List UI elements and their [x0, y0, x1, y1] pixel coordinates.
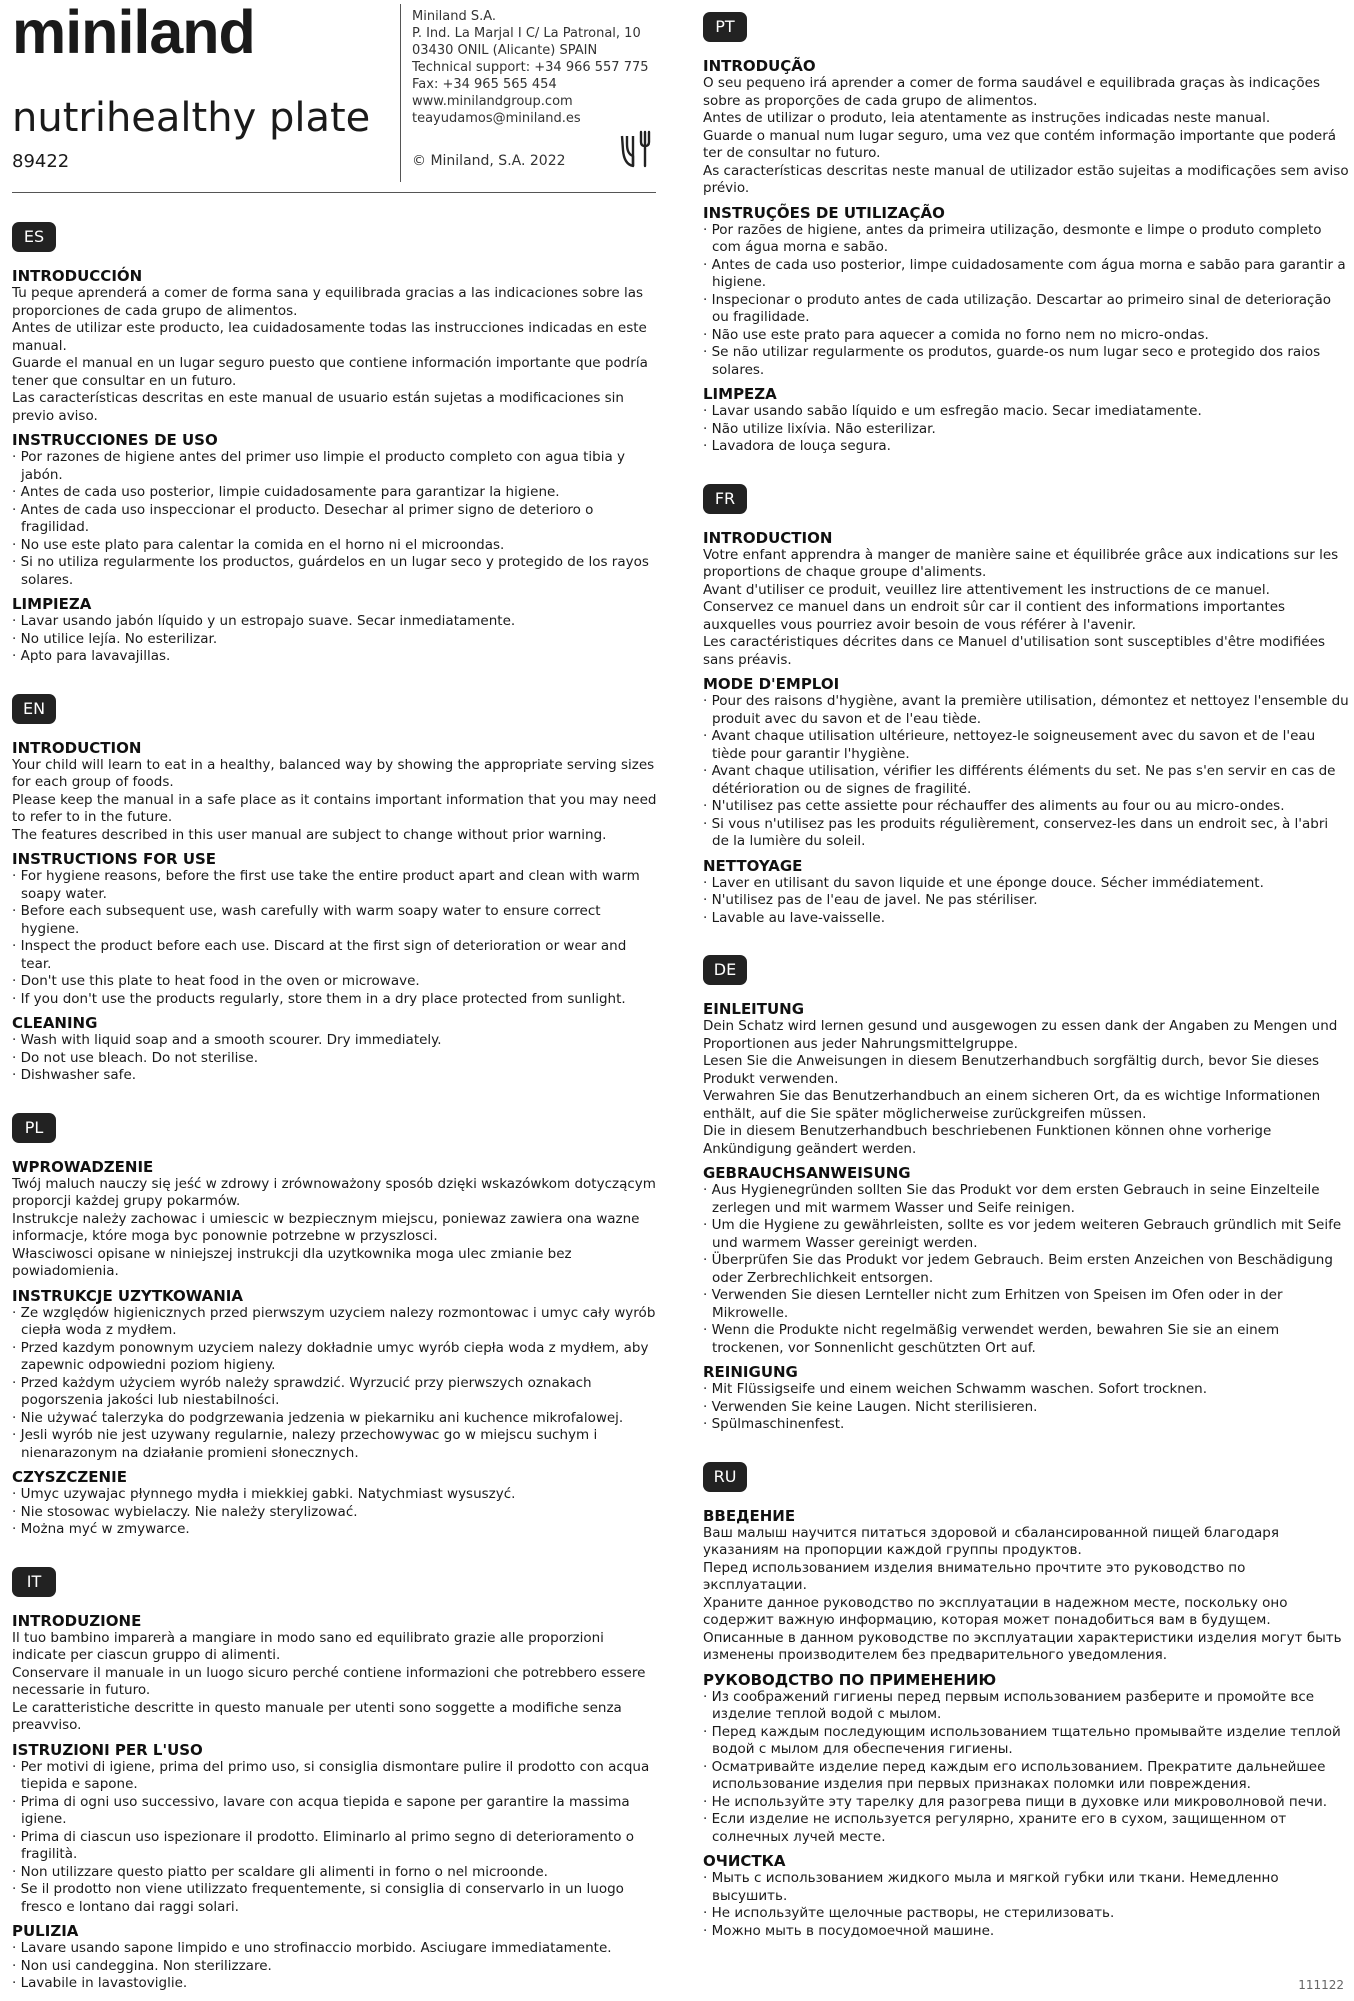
- section-title: INSTRUCCIONES DE USO: [12, 431, 218, 449]
- list-item: · Przed każdym użyciem wyrób należy sprawdzić. Wyrzucić przy pierwszych oznakach pogorszenia jakości lub niestabilności.: [12, 1375, 658, 1410]
- section: [12, 850, 658, 1008]
- list-item: · Если изделие не используется регулярно, храните его в сухом, защищенном от солнечных лучей месте.: [703, 1811, 1349, 1846]
- paragraph: Dein Schatz wird lernen gesund und ausgewogen zu essen dank der Angaben zu Mengen und Proportionen aus jeder Nahrungsmittelgruppe.: [703, 1018, 1338, 1052]
- glass-fork-icon: [619, 126, 655, 170]
- language-badge: ES: [12, 222, 56, 252]
- paragraph: Il tuo bambino imparerà a mangiare in modo sano ed equilibrato grazie alle proporzioni indicate per ciascun gruppo di alimenti.: [12, 1629, 604, 1663]
- paragraph: Храните данное руководство по эксплуатации в надежном месте, поскольку оно содержит важную информацию, которая может понадобиться вам в будущем.: [703, 1594, 1288, 1628]
- language-badge: FR: [703, 484, 747, 514]
- list-item: · Перед каждым последующим использованием тщательно промывайте изделие теплой водой с мылом для обеспечения гигиены.: [703, 1724, 1349, 1759]
- paragraph: As características descritas neste manual de utilizador estão sujeitas a modificações sem aviso prévio.: [703, 162, 1349, 196]
- section-title: GEBRAUCHSANWEISUNG: [703, 1164, 911, 1182]
- list-item: · Por razões de higiene, antes da primeira utilização, desmonte e limpe o produto completo com água morna e sabão.: [703, 222, 1349, 257]
- list-item: · Avant chaque utilisation ultérieure, nettoyez-le soigneusement avec du savon et de l'eau tiède pour garantir l'hygiène.: [703, 728, 1349, 763]
- list-item: · Verwenden Sie keine Laugen. Nicht sterilisieren.: [703, 1399, 1349, 1417]
- section-title: INTRODUCCIÓN: [12, 267, 143, 285]
- section: [12, 267, 658, 425]
- paragraph: Avant d'utiliser ce produit, veuillez lire attentivement les instructions de ce manuel.: [703, 581, 1270, 598]
- list-item: · Из соображений гигиены перед первым использованием разберите и промойте все изделие теплой водой с мылом.: [703, 1689, 1349, 1724]
- section: [12, 1922, 658, 1993]
- paragraph: Twój maluch nauczy się jeść w zdrowy i zrównoważony sposób dzięki wskazówkom dotyczącym proporcji każdej grupy pokarmów.: [12, 1175, 656, 1209]
- list-item: · Prima di ogni uso successivo, lavare con acqua tiepida e sapone per garantire la massima igiene.: [12, 1794, 658, 1829]
- language-block-pt: [703, 12, 1349, 456]
- paragraph: Описанные в данном руководстве по эксплуатации характеристики изделия могут быть изменены производителем без предварительного уведомления.: [703, 1629, 1342, 1663]
- language-block-de: [703, 955, 1349, 1434]
- list-item: · If you don't use the products regularly, store them in a dry place protected from sunlight.: [12, 991, 658, 1009]
- header-divider: [400, 4, 401, 182]
- list-item: · Überprüfen Sie das Produkt vor jedem Gebrauch. Beim ersten Anzeichen von Beschädigung oder Zerbrechlichkeit entsorgen.: [703, 1252, 1349, 1287]
- section: [703, 1507, 1349, 1665]
- section: [703, 1363, 1349, 1434]
- section: [703, 1671, 1349, 1847]
- section: [12, 739, 658, 845]
- list-item: · Lavabile in lavastoviglie.: [12, 1975, 658, 1993]
- paragraph: Własciwosci opisane w niniejszej instrukcji dla uzytkownika moga ulec zmianie bez powiadomienia.: [12, 1245, 572, 1279]
- section: [703, 204, 1349, 380]
- section-title: ISTRUZIONI PER L'USO: [12, 1740, 203, 1759]
- section: [12, 1612, 658, 1735]
- list-item: · Do not use bleach. Do not sterilise.: [12, 1050, 658, 1068]
- section-title: INSTRUÇÕES DE UTILIZAÇÃO: [703, 203, 945, 222]
- paragraph: Guarde el manual en un lugar seguro puesto que contiene información importante que podría tener que consultar en un futuro.: [12, 355, 648, 389]
- section: [12, 431, 658, 589]
- list-item: · Não use este prato para aquecer a comida no forno nem no micro-ondas.: [703, 327, 1349, 345]
- company-line: P. Ind. La Marjal I C/ La Patronal, 10: [412, 26, 641, 41]
- list-item: · Lavar usando sabão líquido e um esfregão macio. Secar imediatamente.: [703, 403, 1349, 421]
- paragraph: O seu pequeno irá aprender a comer de forma saudável e equilibrada graças às indicações sobre as proporções de cada grupo de alimentos.: [703, 75, 1321, 109]
- section-title: WPROWADZENIE: [12, 1157, 154, 1176]
- paragraph: Instrukcje należy zachowac i umiescic w bezpiecznym miejscu, poniewaz zawiera ona wazne informacje, które moga byc ponownie potrzebne w przyszlosci.: [12, 1210, 640, 1244]
- list-item: · Prima di ciascun uso ispezionare il prodotto. Eliminarlo al primo segno di deterioramento o fragilità.: [12, 1829, 658, 1864]
- paragraph: Your child will learn to eat in a healthy, balanced way by showing the appropriate serving sizes for each group of foods.: [12, 756, 655, 790]
- paragraph: The features described in this user manual are subject to change without prior warning.: [12, 826, 607, 843]
- paragraph: Verwahren Sie das Benutzerhandbuch an einem sicheren Ort, da es wichtige Informationen enthält, auf die Sie später möglicherweise zurückgreifen müssen.: [703, 1088, 1321, 1122]
- paragraph: Please keep the manual in a safe place as it contains important information that you may need to refer to in the future.: [12, 791, 657, 825]
- paragraph: Las características descritas en este manual de usuario están sujetas a modificaciones sin previo aviso.: [12, 390, 624, 424]
- document-header: [12, 0, 658, 196]
- list-item: · Spülmaschinenfest.: [703, 1416, 1349, 1434]
- language-block-pl: [12, 1113, 658, 1539]
- list-item: · Antes de cada uso inspeccionar el producto. Desechar al primer signo de deterioro o fragilidad.: [12, 502, 658, 537]
- company-line: Technical support: +34 966 557 775: [412, 60, 649, 75]
- section-title: INTRODUCTION: [703, 528, 833, 547]
- language-block-fr: [703, 484, 1349, 928]
- list-item: · Non utilizzare questo piatto per scaldare gli alimenti in forno o nel microonde.: [12, 1864, 658, 1882]
- header-rule: [12, 192, 656, 193]
- list-item: · N'utilisez pas cette assiette pour réchauffer des aliments au four ou au micro-ondes.: [703, 798, 1349, 816]
- list-item: · Wash with liquid soap and a smooth scourer. Dry immediately.: [12, 1032, 658, 1050]
- language-block-es: [12, 222, 658, 666]
- company-line: 03430 ONIL (Alicante) SPAIN: [412, 43, 598, 58]
- right-languages: [703, 12, 1349, 1940]
- section: [12, 1741, 658, 1917]
- list-item: · Lavable au lave-vaisselle.: [703, 910, 1349, 928]
- paragraph: Le caratteristiche descritte in questo manuale per utenti sono soggette a modifiche senza preavviso.: [12, 1699, 622, 1733]
- list-item: · For hygiene reasons, before the first use take the entire product apart and clean with warm soapy water.: [12, 868, 658, 903]
- language-badge: DE: [703, 955, 747, 985]
- list-item: · Ze względów higienicznych przed pierwszym uzyciem nalezy rozmontowac i umyc cały wyrób ciepła woda z mydłem.: [12, 1305, 658, 1340]
- company-info: [412, 8, 649, 127]
- section: [12, 1014, 658, 1085]
- company-line: www.minilandgroup.com: [412, 94, 573, 109]
- list-item: · Lavare usando sapone limpido e uno strofinaccio morbido. Asciugare immediatamente.: [12, 1940, 658, 1958]
- section-title: CZYSZCZENIE: [12, 1468, 127, 1486]
- list-item: · Antes de cada uso posterior, limpie cuidadosamente para garantizar la higiene.: [12, 484, 658, 502]
- section: [12, 1468, 658, 1539]
- language-badge: EN: [12, 694, 56, 724]
- section-title: INTRODUZIONE: [12, 1611, 142, 1630]
- section-title: PULIZIA: [12, 1922, 79, 1940]
- language-block-ru: [703, 1462, 1349, 1941]
- right-column: [703, 0, 1349, 1940]
- list-item: · Не используйте щелочные растворы, не стерилизовать.: [703, 1905, 1349, 1923]
- section: [703, 1164, 1349, 1357]
- section: [703, 57, 1349, 198]
- paragraph: Перед использованием изделия внимательно прочтите это руководство по эксплуатации.: [703, 1559, 1246, 1593]
- list-item: · Не используйте эту тарелку для разогрева пищи в духовке или микроволновой печи.: [703, 1794, 1349, 1812]
- paragraph: Conservez ce manuel dans un endroit sûr car il contient des informations importantes auxquelles vous pourriez avoir besoin de vous référer à l'avenir.: [703, 599, 1286, 633]
- paragraph: Tu peque aprenderá a comer de forma sana y equilibrada gracias a las indicaciones sobre las proporciones de cada grupo de alimentos.: [12, 285, 644, 319]
- paragraph: Conservare il manuale in un luogo sicuro perché contiene informazioni che potrebbero essere necessarie in futuro.: [12, 1664, 646, 1698]
- list-item: · Można myć w zmywarce.: [12, 1521, 658, 1539]
- list-item: · Lavar usando jabón líquido y un estropajo suave. Secar inmediatamente.: [12, 613, 658, 631]
- list-item: · Laver en utilisant du savon liquide et une éponge douce. Sécher immédiatement.: [703, 875, 1349, 893]
- section-title: INTRODUÇÃO: [703, 57, 816, 75]
- company-line: Miniland S.A.: [412, 9, 497, 24]
- paragraph: Votre enfant apprendra à manger de manière saine et équilibrée grâce aux indications sur les proportions de chaque groupe d'aliments.: [703, 546, 1339, 580]
- list-item: · Apto para lavavajillas.: [12, 648, 658, 666]
- list-item: · Wenn die Produkte nicht regelmäßig verwendet werden, bewahren Sie sie an einem trockenen, vor Sonnenlicht geschützten Ort auf.: [703, 1322, 1349, 1357]
- section-title: EINLEITUNG: [703, 1000, 805, 1018]
- left-languages: [12, 222, 658, 1993]
- product-code: 89422: [12, 151, 70, 172]
- list-item: · Jesli wyrób nie jest uzywany regularnie, nalezy przechowywac go w miejscu suchym i nienarazonym na działanie promieni słonecznych.: [12, 1427, 658, 1462]
- product-name: nutrihealthy plate: [12, 95, 371, 141]
- paragraph: Antes de utilizar o produto, leia atentamente as instruções indicadas neste manual.: [703, 110, 1271, 126]
- list-item: · Um die Hygiene zu gewährleisten, sollte es vor jedem weiteren Gebrauch gründlich mit Seife und warmem Wasser gereinigt werden.: [703, 1217, 1349, 1252]
- paragraph: Les caractéristiques décrites dans ce Manuel d'utilisation sont susceptibles d'être modifiées sans préavis.: [703, 634, 1326, 668]
- language-badge: PL: [12, 1113, 56, 1143]
- list-item: · Don't use this plate to heat food in the oven or microwave.: [12, 973, 658, 991]
- paragraph: Antes de utilizar este producto, lea cuidadosamente todas las instrucciones indicadas en este manual.: [12, 320, 647, 354]
- section-title: ОЧИСТКА: [703, 1852, 786, 1870]
- list-item: · Inspect the product before each use. Discard at the first sign of deterioration or wear and tear.: [12, 938, 658, 973]
- list-item: · Можно мыть в посудомоечной машине.: [703, 1923, 1349, 1941]
- list-item: · Si no utiliza regularmente los productos, guárdelos en un lugar seco y protegido de los rayos solares.: [12, 554, 658, 589]
- list-item: · Umyc uzywajac płynnego mydła i miekkiej gabki. Natychmiast wysuszyć.: [12, 1486, 658, 1504]
- list-item: · Por razones de higiene antes del primer uso limpie el producto completo con agua tibia y jabón.: [12, 449, 658, 484]
- list-item: · No utilice lejía. No esterilizar.: [12, 631, 658, 649]
- list-item: · Осматривайте изделие перед каждым его использованием. Прекратите дальнейшее использование изделия при первых признаках поломки или повреждения.: [703, 1759, 1349, 1794]
- section-title: REINIGUNG: [703, 1363, 798, 1381]
- section: [703, 385, 1349, 456]
- section-title: LIMPIEZA: [12, 595, 92, 613]
- section-title: INTRODUCTION: [12, 738, 142, 757]
- list-item: · Nie używać talerzyka do podgrzewania jedzenia w piekarniku ani kuchence mikrofalowej.: [12, 1410, 658, 1428]
- section-title: INSTRUKCJE UZYTKOWANIA: [12, 1286, 243, 1305]
- company-line: teayudamos@miniland.es: [412, 111, 581, 126]
- section-title: CLEANING: [12, 1014, 98, 1032]
- list-item: · Non usi candeggina. Non sterilizzare.: [12, 1958, 658, 1976]
- section: [12, 595, 658, 666]
- list-item: · Não utilize lixívia. Não esterilizar.: [703, 421, 1349, 439]
- list-item: · Si vous n'utilisez pas les produits régulièrement, conservez-les dans un endroit sec, à l'abri de la lumière du soleil.: [703, 816, 1349, 851]
- section: [703, 857, 1349, 928]
- list-item: · Nie stosowac wybielaczy. Nie należy sterylizować.: [12, 1504, 658, 1522]
- section: [703, 1000, 1349, 1158]
- language-badge: RU: [703, 1462, 747, 1492]
- section-title: ВВЕДЕНИЕ: [703, 1506, 796, 1525]
- language-block-it: [12, 1567, 658, 1993]
- list-item: · Przed kazdym ponownym uzyciem nalezy dokładnie umyc wyrób ciepła woda z mydłem, aby zapewnic odpowiedni poziom higieny.: [12, 1340, 658, 1375]
- list-item: · Dishwasher safe.: [12, 1067, 658, 1085]
- list-item: · Per motivi di igiene, prima del primo uso, si consiglia dismontare pulire il prodotto con acqua tiepida e sapone.: [12, 1759, 658, 1794]
- language-block-en: [12, 694, 658, 1085]
- paragraph: Ваш малыш научится питаться здоровой и сбалансированной пищей благодаря указаниям на пропорции каждой группы продуктов.: [703, 1524, 1279, 1558]
- section-title: NETTOYAGE: [703, 856, 803, 875]
- list-item: · Verwenden Sie diesen Lernteller nicht zum Erhitzen von Speisen im Ofen oder in der Mikrowelle.: [703, 1287, 1349, 1322]
- list-item: · Lavadora de louça segura.: [703, 438, 1349, 456]
- section: [703, 529, 1349, 670]
- section: [703, 1852, 1349, 1940]
- list-item: · No use este plato para calentar la comida en el horno ni el microondas.: [12, 537, 658, 555]
- list-item: · Antes de cada uso posterior, limpe cuidadosamente com água morna e sabão para garantir a higiene.: [703, 257, 1349, 292]
- list-item: · Inspecionar o produto antes de cada utilização. Descartar ao primeiro sinal de deterioração ou fragilidade.: [703, 292, 1349, 327]
- footer-code: 111122: [1298, 1978, 1344, 1992]
- left-column: [12, 0, 658, 1993]
- list-item: · Aus Hygienegründen sollten Sie das Produkt vor dem ersten Gebrauch in seine Einzelteile zerlegen und mit warmem Wasser und Seife reinigen.: [703, 1182, 1349, 1217]
- language-badge: PT: [703, 12, 747, 42]
- list-item: · N'utilisez pas de l'eau de javel. Ne pas stériliser.: [703, 892, 1349, 910]
- section: [12, 1287, 658, 1463]
- list-item: · Avant chaque utilisation, vérifier les différents éléments du set. Ne pas s'en servir en cas de détérioration ou de signes de fragilité.: [703, 763, 1349, 798]
- section-title: РУКОВОДСТВО ПО ПРИМЕНЕНИЮ: [703, 1670, 997, 1689]
- section-title: LIMPEZA: [703, 385, 777, 403]
- company-line: Fax: +34 965 565 454: [412, 77, 557, 92]
- section-title: MODE D'EMPLOI: [703, 675, 840, 693]
- brand-logo: miniland: [12, 0, 255, 66]
- paragraph: Die in diesem Benutzerhandbuch beschriebenen Funktionen können ohne vorherige Ankündigung geändert werden.: [703, 1123, 1272, 1157]
- list-item: · Pour des raisons d'hygiène, avant la première utilisation, démontez et nettoyez l'ensemble du produit avec du savon et de l'eau tiède.: [703, 693, 1349, 728]
- section-title: INSTRUCTIONS FOR USE: [12, 850, 217, 868]
- section: [703, 675, 1349, 851]
- list-item: · Мыть с использованием жидкого мыла и мягкой губки или ткани. Немедленно высушить.: [703, 1870, 1349, 1905]
- copyright: © Miniland, S.A. 2022: [412, 153, 566, 169]
- list-item: · Se não utilizar regularmente os produtos, guarde-os num lugar seco e protegido dos raios solares.: [703, 344, 1349, 379]
- language-badge: IT: [12, 1567, 56, 1597]
- list-item: · Se il prodotto non viene utilizzato frequentemente, si consiglia di conservarlo in un luogo fresco e lontano dai raggi solari.: [12, 1881, 658, 1916]
- list-item: · Before each subsequent use, wash carefully with warm soapy water to ensure correct hygiene.: [12, 903, 658, 938]
- section: [12, 1158, 658, 1281]
- list-item: · Mit Flüssigseife und einem weichen Schwamm waschen. Sofort trocknen.: [703, 1381, 1349, 1399]
- paragraph: Guarde o manual num lugar seguro, uma vez que contém informação importante que poderá ter de consultar no futuro.: [703, 127, 1337, 161]
- paragraph: Lesen Sie die Anweisungen in diesem Benutzerhandbuch sorgfältig durch, bevor Sie dieses Produkt verwenden.: [703, 1053, 1320, 1087]
